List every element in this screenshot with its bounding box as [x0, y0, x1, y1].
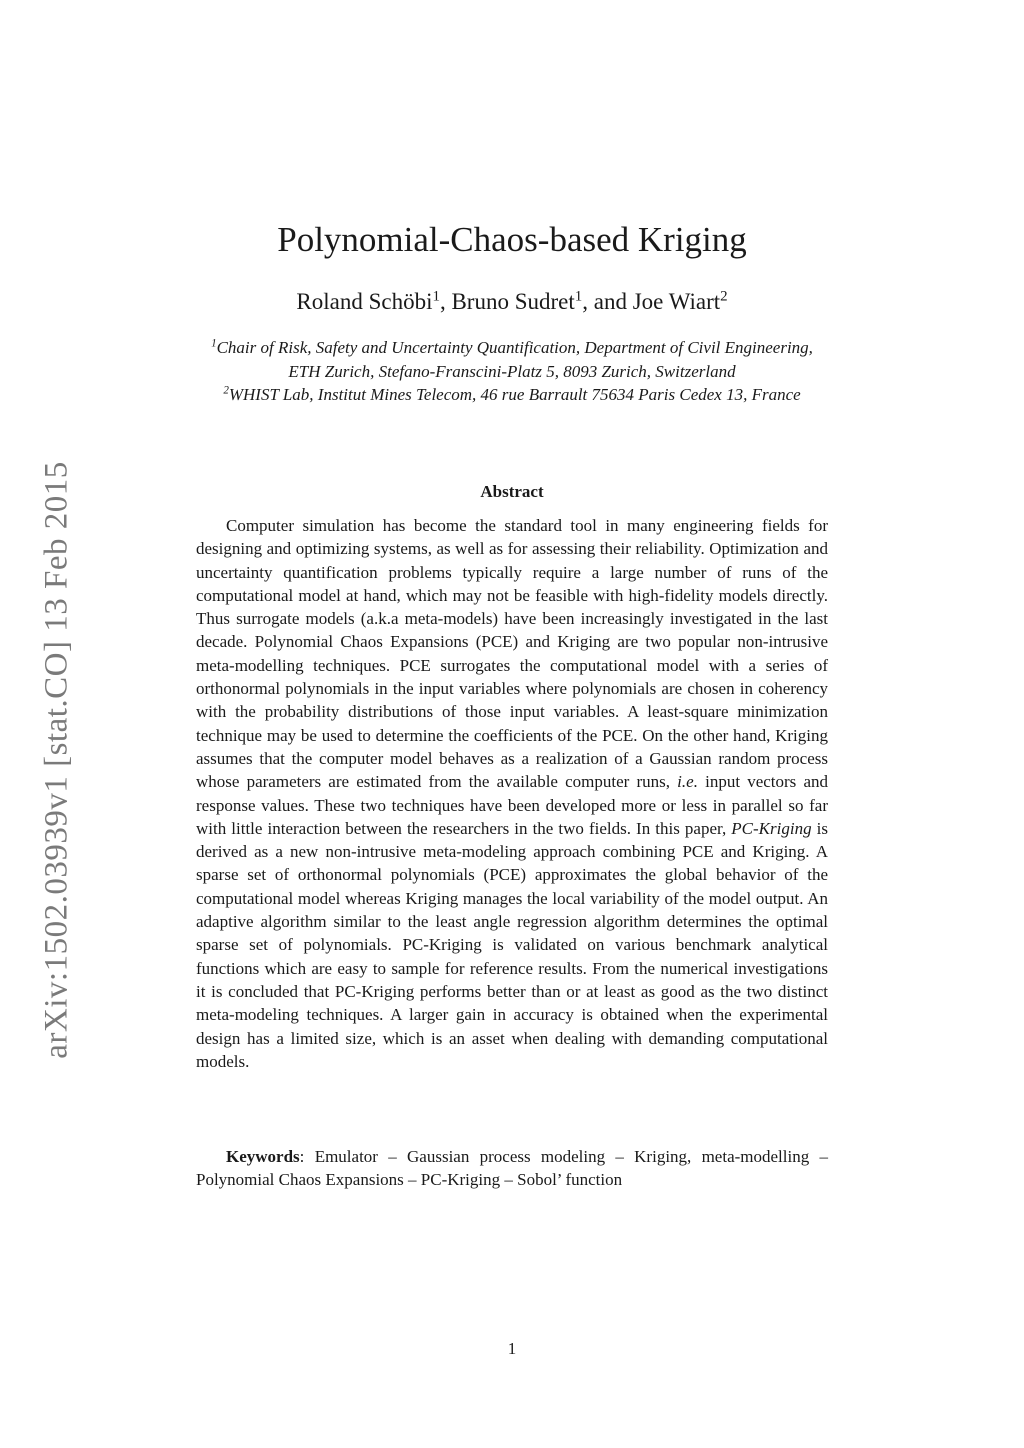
affiliation-line	[0, 383, 1024, 407]
author-affiliation-mark: 1	[432, 288, 440, 305]
author-list	[0, 286, 1024, 318]
author-affiliation-mark: 1	[574, 288, 583, 305]
abstract-paragraph	[196, 514, 828, 1073]
keywords-label: Keywords	[226, 1147, 300, 1166]
keywords-paragraph	[196, 1145, 828, 1192]
abstract-text: is derived as a new non-intrusive meta-modeling approach combining PCE and Kriging. A sparse set of orthonormal polynomials (PCE) approximates the global behavior of the computational model whereas Kriging manages the local variability of the model output. An adaptive algorithm similar to the least angle regression algorithm determines the optimal sparse set of polynomials. PC-Kriging is validated on various benchmark analytical functions which are easy to sample for reference results. From the numerical investigations it is concluded that PC-Kriging performs better than or at least as good as the two distinct meta-modeling techniques. A larger gain in accuracy is obtained when the experimental design has a limited size, which is an asset when dealing with demanding computational models.	[196, 818, 828, 1071]
author-name: Bruno Sudret	[451, 289, 575, 314]
affiliation-text: Chair of Risk, Safety and Uncertainty Quantification, Department of Civil Engineering,	[216, 338, 813, 357]
affiliation-text: ETH Zurich, Stefano-Franscini-Platz 5, 8093 Zurich, Switzerland	[288, 361, 736, 381]
affiliation-text: WHIST Lab, Institut Mines Telecom, 46 rue Barrault 75634 Paris Cedex 13, France	[228, 385, 801, 404]
author-affiliation-mark: 2	[720, 288, 728, 305]
abstract-text: Computer simulation has become the standard tool in many engineering fields for designing and optimizing systems, as well as for assessing their reliability. Optimization and uncertainty quantification problems typically require a large number of runs of the computational model at hand, which may not be feasible with high-fidelity models directly. Thus surrogate models (a.k.a meta-models) have been increasingly investigated in the last decade. Polynomial Chaos Expansions (PCE) and Kriging are two popular non-intrusive meta-modelling techniques. PCE surrogates the computational model with a series of orthonormal polynomials in the input variables where polynomials are chosen in coherency with the probability distributions of those input variables. A least-square minimization technique may be used to determine the coefficients of the PCE. On the other hand, Kriging assumes that the computer model behaves as a realization of a Gaussian random process whose parameters are estimated from the available computer runs,	[196, 516, 828, 792]
abstract-body	[196, 514, 828, 1073]
arxiv-identifier-stamp: arXiv:1502.03939v1 [stat.CO] 13 Feb 2015	[38, 461, 75, 1059]
keywords-colon: :	[299, 1147, 305, 1166]
author-name: Roland Schöbi	[296, 289, 433, 314]
author-separator: , and	[582, 289, 633, 314]
abstract-italic-pc-kriging: PC-Kriging	[731, 818, 812, 838]
paper-title: Polynomial-Chaos-based Kriging	[277, 220, 747, 259]
affiliation-block	[0, 336, 1024, 407]
affiliation-line	[0, 336, 1024, 360]
affiliation-line	[0, 360, 1024, 384]
author-separator: ,	[439, 289, 452, 314]
abstract-text: input vectors and response values. These two techniques have been developed more or less in parallel so far with little interaction between the researchers in the two fields. In this paper,	[196, 772, 828, 838]
author-name: Joe Wiart	[632, 289, 721, 314]
abstract-italic-ie: i.e.	[677, 772, 698, 792]
abstract-heading: Abstract	[480, 482, 544, 501]
page-number: 1	[507, 1339, 517, 1358]
affiliation-mark: 2	[223, 384, 229, 397]
keywords-text: Emulator – Gaussian process modeling – Kriging, meta-modelling – Polynomial Chaos Expansions – PC-Kriging – Sobol’ function	[196, 1147, 828, 1190]
affiliation-mark: 1	[211, 337, 217, 350]
